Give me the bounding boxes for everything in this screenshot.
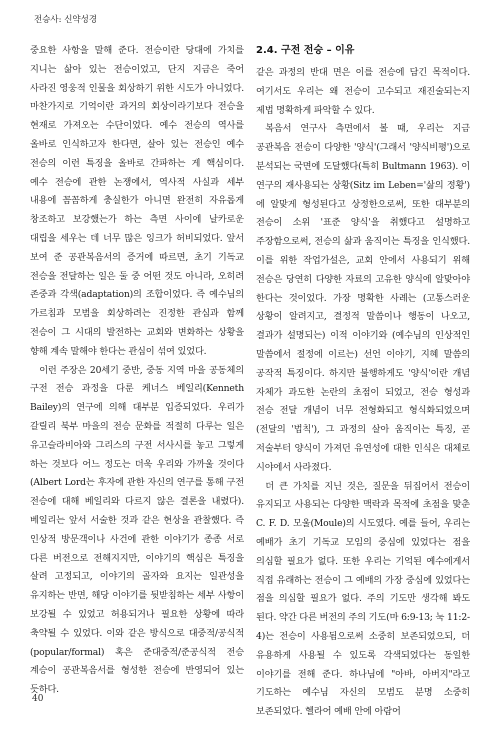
section-heading: 2.4. 구전 전승 – 이유 [256, 45, 355, 56]
running-head: 전승사: 신약성경 [34, 15, 98, 25]
body-paragraph: 이런 주장은 20세기 중반, 중동 지역 마을 공동체의 구전 전승 과정을 다룬 케너스 베일리(Kenneth Bailey)의 연구에 의해 대부분 입증되었다. 우리가 갈릴리 북부 마을의 전승 문화를 적절히 다루는 일은 유고슬라비아와 그리스의 구전 서사시를 놓고 그렇게 하는 것보다 어느 정도는 더욱 우리와 가까울 것이다(Albert Lord는 후자에 관한 자신의 연구를 통해 구전 전승에 대해 베일리와 다르지 않은 결론을 내렸다). 베일리는 앞서 서술한 것과 같은 현상을 관찰했다. 즉 인상적 방문객이나 사건에 관한 이야기가 종종 서로 다른 버전으로 전해지지만, 이야기의 핵심은 특징을 살려 고정되고, 이야기의 골자와 요지는 일관성을 유지하는 반면, 해당 이야기를 뒷받침하는 세부 사항이 보강될 수 있었고 허용되거나 필요한 상황에 따라 축약될 수 있었다. 이와 같은 방식으로 대중적/공식적(popular/formal) 혹은 준대중적/준공식적 전승 계승이 공관복음서를 형성한 전승에 반영되어 있는 듯하다. [30, 364, 244, 696]
body-paragraph: 복음서 연구사 측면에서 볼 때, 우리는 지금 공관복음 전승이 다양한 '양식'(그래서 '양식비평')으로 분석되는 국면에 도달했다(특히 Bultmann 1963). 이 연구의 재사용되는 상황(Sitz im Leben='삶의 정황')에 알맞게 형성된다고 상정한으로써, 또한 대부분의 전승이 소위 '표준 양식'을 취했다고 설명하고 주장함으로써, 전승의 삶과 움직이는 특징을 인식했다. 이를 위한 작업가설은, 교회 안에서 사용되기 위해 전승은 당연히 다양한 자료의 고유한 양식에 알맞아야 한다는 것이었다. 가장 명확한 사례는 (고통스러운 상황이 알려지고, 결정적 말씀이나 행동이 나오고, 결과가 설명되는) 이적 이야기와 (예수님의 인상적인 말씀에서 절정에 이르는) 선언 이야기, 지혜 말씀의 공작적 특징이다. 하지만 불행하게도 '양식'이란 개념 자체가 과도한 논란의 초점이 되었고, 전승 형성과 전승 전달 개념이 너무 전형화되고 형식화되었으며(전달의 '법칙'), 그 과정의 살아 움직이는 특징, 곧 저술부터 양식이 가져던 유연성에 대한 인식은 대체로 시야에서 사라졌다. [256, 123, 470, 473]
body-paragraph: 같은 과정의 반대 면은 이를 전승에 담긴 목적이다. 여기서도 우리는 왜 전승이 고수되고 재진술되는지 제법 명확하게 파악할 수 있다. [256, 67, 470, 116]
page-number: 40 [32, 694, 44, 704]
right-column [256, 44, 470, 722]
body-paragraph: 더 큰 가치를 지닌 것은, 질문을 뒤집어서 전승이 유지되고 사용되는 다양한 맥락과 목적에 초점을 맞춘 C. F. D. 모울(Moule)의 시도였다. 예를 들어, 우리는 예배가 초기 기독교 모임의 중심에 있었다는 점을 의심할 필요가 없다. 또한 우리는 기억된 예수에게서 직접 유래하는 전승이 그 예배의 가장 중심에 있었다는 점을 의심할 필요가 없다. 주의 기도만 생각해 봐도 된다. 약간 다른 버전의 주의 기도(마 6:9-13; 눅 11:2-4)는 전승이 사용됨으로써 소중히 보존되었으되, 더 유용하게 사용될 수 있도록 각색되었다는 동일한 이야기를 전해 준다. 하나님에 "아바, 아버지"라고 기도하는 예수님 자신의 모범도 분명 소중히 보존되었다. 헬라어 예배 안에 아람어 [256, 480, 470, 718]
body-paragraph: 중요한 사항을 말해 준다. 전승이란 당대에 가치를 지니는 삶아 있는 전승이었고, 단지 지금은 죽어 사라진 영웅적 인물을 회상하기 위한 시도가 아니었다. 마찬가지로 기억이란 과거의 회상이라기보다 전승을 현재로 가져오는 수단이었다. 예수 전승의 역사를 올바로 인식하고자 한다면, 살아 있는 전승인 예수 전승의 이런 특징을 올바로 간파하는 게 핵심이다. 예수 전승에 관한 논쟁에서, 역사적 사실과 세부 내용에 꼼꼼하게 충실한가 아니면 완전히 자유롭게 창조하고 보강했는가 하는 측면 사이에 날카로운 대립을 세우는 데 너무 많은 잉크가 허비되었다. 앞서 보여 준 공관복음서의 증거에 따르면, 초기 기독교 전승을 전달하는 일은 둘 중 어떤 것도 아니라, 오히려 존중과 각색(adaptation)의 조합이었다. 즉 예수님의 가르침과 모범을 회상하려는 진정한 관심과 함께 전승이 그 시대의 발전하는 교회와 변화하는 상황을 향해 계속 말해야 한다는 관심이 섞여 있었다. [30, 45, 244, 357]
left-column [30, 42, 244, 700]
